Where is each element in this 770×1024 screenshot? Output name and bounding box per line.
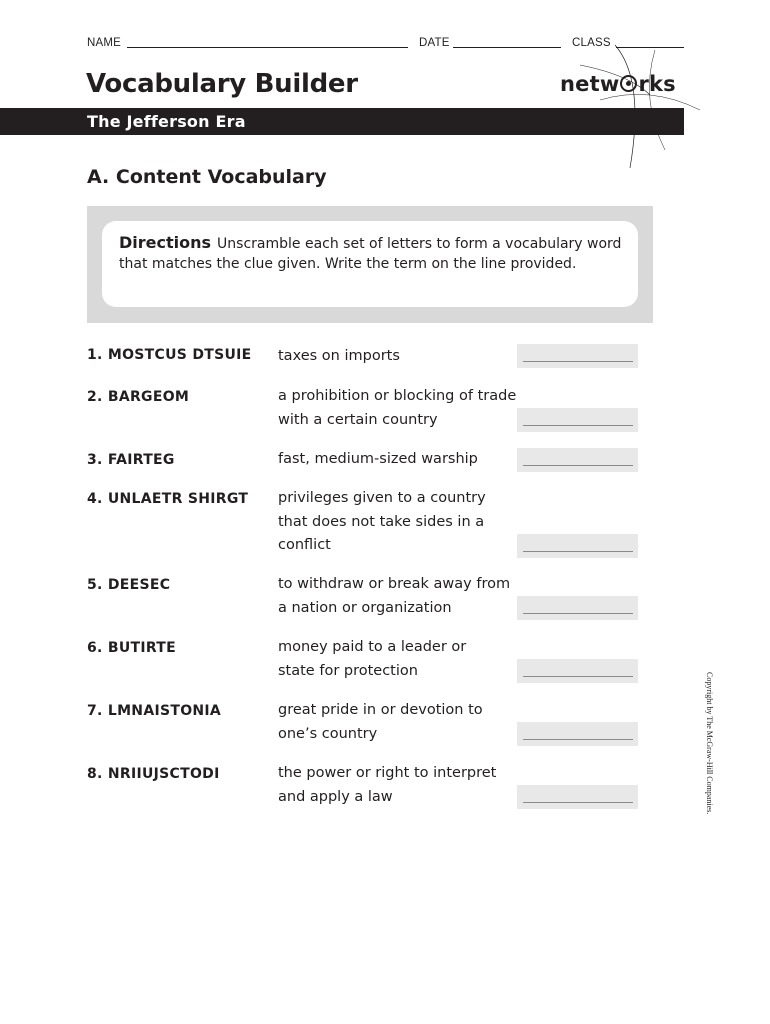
- logo-text-end: rks: [638, 72, 676, 96]
- item-clue: privileges given to a country that does not take sides in a conflict: [278, 490, 486, 553]
- logo-globe-icon: [620, 75, 637, 92]
- item-clue: the power or right to interpret and apply a law: [278, 765, 497, 805]
- answer-field[interactable]: [517, 596, 638, 620]
- class-line[interactable]: [616, 47, 684, 48]
- item-scramble: 3. FAIRTEG: [87, 452, 175, 468]
- item-scramble: 7. LMNAISTONIA: [87, 703, 222, 719]
- item-clue: taxes on imports: [278, 348, 400, 364]
- item-clue: great pride in or devotion to one’s country: [278, 702, 483, 742]
- item-scramble: 6. BUTIRTE: [87, 640, 177, 656]
- item-scramble: 5. DEESEC: [87, 577, 171, 593]
- name-label: NAME: [87, 37, 122, 49]
- class-label: CLASS: [572, 37, 611, 49]
- item-scramble: 2. BARGEOM: [87, 389, 190, 405]
- item-scramble: 8. NRIIUJSCTODI: [87, 766, 220, 782]
- copyright-notice: [702, 672, 716, 847]
- answer-field[interactable]: [517, 659, 638, 683]
- date-line[interactable]: [453, 47, 561, 48]
- directions-text: Unscramble each set of letters to form a vocabulary word that matches the clue given. Write the term on the line provided.: [119, 236, 622, 272]
- answer-field[interactable]: [517, 785, 638, 809]
- item-clue: to withdraw or break away from a nation or organization: [278, 576, 511, 616]
- answer-field[interactable]: [517, 344, 638, 368]
- copyright-text: Copyright by The McGraw-Hill Companies.: [705, 672, 714, 815]
- logo-text-start: netw: [560, 72, 620, 96]
- item-scramble: 1. MOSTCUS DTSUIE: [87, 347, 252, 363]
- page-title: Vocabulary Builder: [86, 69, 358, 99]
- date-label: DATE: [419, 37, 450, 49]
- item-clue: fast, medium-sized warship: [278, 451, 478, 467]
- answer-field[interactable]: [517, 722, 638, 746]
- directions-box: [87, 206, 653, 323]
- item-clue: a prohibition or blocking of trade with a certain country: [278, 388, 517, 428]
- directions-panel: [102, 221, 638, 307]
- answer-field[interactable]: [517, 448, 638, 472]
- directions-label: Directions: [119, 233, 212, 252]
- section-title: A. Content Vocabulary: [87, 166, 327, 188]
- lesson-banner: [0, 108, 684, 135]
- item-clue: money paid to a leader or state for protection: [278, 639, 467, 679]
- answer-field[interactable]: [517, 534, 638, 558]
- lesson-title: The Jefferson Era: [87, 112, 246, 131]
- networks-logo: [560, 72, 690, 106]
- name-line[interactable]: [127, 47, 408, 48]
- item-scramble: 4. UNLAETR SHIRGT: [87, 491, 249, 507]
- student-info-header: [87, 36, 684, 52]
- answer-field[interactable]: [517, 408, 638, 432]
